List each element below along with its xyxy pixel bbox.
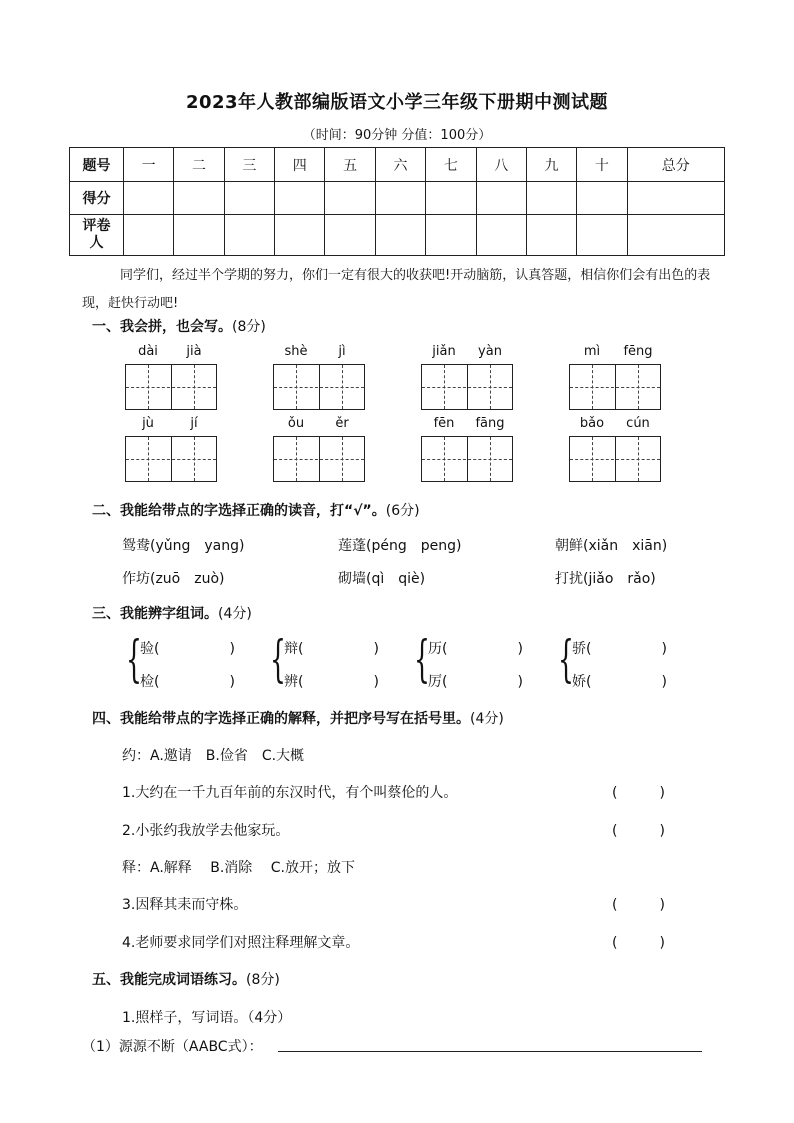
section-2-points: (6分) xyxy=(385,503,420,519)
grid-guide-h xyxy=(422,387,512,388)
pinyin-syllable-2: fāng xyxy=(475,416,505,431)
char-label: 厉( xyxy=(428,674,448,690)
pronunciation-item-6[interactable]: 打扰(jiǎo rǎo) xyxy=(555,571,656,587)
grid-guide-h xyxy=(422,459,512,460)
grid-guide-v xyxy=(342,365,343,409)
grid-guide-v xyxy=(490,365,491,409)
brace-icon: { xyxy=(270,630,286,688)
pronunciation-item-3[interactable]: 朝鲜(xiǎn xiān) xyxy=(555,538,668,554)
writing-grid[interactable] xyxy=(125,436,217,482)
pronunciation-item-5[interactable]: 砌墙(qì qiè) xyxy=(338,571,426,587)
grid-guide-v xyxy=(296,437,297,481)
grid-guide-v xyxy=(342,437,343,481)
pronunciation-item-4[interactable]: 作坊(zuō zuò) xyxy=(122,571,225,587)
score-cell[interactable] xyxy=(627,182,724,215)
word-group-4-a[interactable] xyxy=(572,638,667,658)
char-label: 检( xyxy=(140,674,160,690)
score-cell[interactable] xyxy=(224,182,274,215)
word-group-2-b[interactable] xyxy=(284,671,379,691)
word-group-1-b[interactable] xyxy=(140,671,235,691)
sub-question-1: 1.照样子，写词语。（4分） xyxy=(122,1010,292,1026)
close-paren: ) xyxy=(517,641,523,657)
intro-text: 同学们，经过半个学期的努力，你们一定有很大的收获吧!开动脑筋，认真答题，相信你们会有出色的表现，赶快行动吧! xyxy=(82,268,711,311)
writing-grid[interactable] xyxy=(421,364,513,410)
writing-grid[interactable] xyxy=(569,436,661,482)
definition-shi: 释：A.解释 B.消除 C.放开；放下 xyxy=(122,860,355,876)
pinyin-syllable-2: jì xyxy=(338,344,346,359)
grid-guide-h xyxy=(274,387,364,388)
section-2-title: 二、我能给带点的字选择正确的读音，打“√”。 xyxy=(92,503,386,519)
col-total: 总分 xyxy=(627,148,724,182)
pinyin-syllable-1: jù xyxy=(142,416,154,431)
close-paren: ) xyxy=(661,674,667,690)
score-table xyxy=(69,147,725,256)
pinyin-syllable-1: jiǎn xyxy=(432,344,456,359)
word-group-2-a[interactable] xyxy=(284,638,379,658)
char-label: 骄( xyxy=(572,641,592,657)
answer-paren-3[interactable]: ( ) xyxy=(612,897,665,913)
score-cell[interactable] xyxy=(174,182,224,215)
section-5-heading xyxy=(92,969,280,989)
close-paren: ) xyxy=(373,674,379,690)
pinyin-syllable-2: ěr xyxy=(335,416,349,431)
row-label-grader: 评卷人 xyxy=(70,215,124,256)
col-10: 十 xyxy=(577,148,627,182)
pinyin-syllable-1: mì xyxy=(583,344,601,359)
section-4-title: 四、我能给带点的字选择正确的解释，并把序号写在括号里。 xyxy=(92,711,470,727)
grid-guide-v xyxy=(194,437,195,481)
section-4-heading xyxy=(92,708,504,728)
pinyin-syllable-1: ǒu xyxy=(287,416,305,431)
col-6: 六 xyxy=(375,148,425,182)
char-label: 验( xyxy=(140,641,160,657)
grader-cell[interactable] xyxy=(526,215,576,256)
section-5-title: 五、我能完成词语练习。 xyxy=(92,972,246,988)
writing-grid[interactable] xyxy=(421,436,513,482)
writing-grid[interactable] xyxy=(125,364,217,410)
score-cell[interactable] xyxy=(476,182,526,215)
char-label: 辨( xyxy=(284,674,304,690)
brace-icon: { xyxy=(414,630,430,688)
pronunciation-item-1[interactable]: 鸳鸯(yǔng yang) xyxy=(122,538,245,554)
answer-paren-2[interactable]: ( ) xyxy=(612,823,665,839)
grid-guide-h xyxy=(274,459,364,460)
word-group-1 xyxy=(126,630,266,690)
section-3-title: 三、我能辨字组词。 xyxy=(92,606,218,622)
pinyin-label xyxy=(125,344,217,362)
word-group-3 xyxy=(414,630,554,690)
grader-cell[interactable] xyxy=(124,215,174,256)
writing-grid[interactable] xyxy=(569,364,661,410)
grader-cell[interactable] xyxy=(476,215,526,256)
brace-icon: { xyxy=(558,630,574,688)
pinyin-label xyxy=(273,344,365,362)
question-2: 2.小张约我放学去他家玩。 xyxy=(122,823,290,839)
grid-guide-v xyxy=(194,365,195,409)
writing-grid[interactable] xyxy=(273,436,365,482)
grid-guide-v xyxy=(296,365,297,409)
grid-guide-h xyxy=(570,387,660,388)
grid-guide-v xyxy=(444,437,445,481)
grader-cell[interactable] xyxy=(627,215,724,256)
grid-guide-v xyxy=(638,365,639,409)
section-1-heading xyxy=(92,316,266,336)
word-group-4 xyxy=(558,630,698,690)
score-cell[interactable] xyxy=(275,182,325,215)
pinyin-label xyxy=(125,416,217,434)
close-paren: ) xyxy=(229,641,235,657)
grid-guide-v xyxy=(592,365,593,409)
score-table-row-number xyxy=(70,148,725,182)
grid-guide-v xyxy=(592,437,593,481)
pronunciation-item-2[interactable]: 莲蓬(péng peng) xyxy=(338,538,462,554)
writing-grid[interactable] xyxy=(273,364,365,410)
grader-cell[interactable] xyxy=(325,215,375,256)
question-4: 4.老师要求同学们对照注释理解文章。 xyxy=(122,935,360,951)
word-group-1-a[interactable] xyxy=(140,638,235,658)
grader-cell[interactable] xyxy=(577,215,627,256)
grader-cell[interactable] xyxy=(375,215,425,256)
section-2-heading xyxy=(92,500,420,520)
question-3: 3.因释其耒而守株。 xyxy=(122,897,248,913)
close-paren: ) xyxy=(661,641,667,657)
close-paren: ) xyxy=(373,641,379,657)
grader-cell[interactable] xyxy=(275,215,325,256)
section-5-points: (8分) xyxy=(246,972,280,988)
pinyin-label xyxy=(569,416,661,434)
pinyin-label xyxy=(569,344,661,362)
pinyin-label xyxy=(421,416,513,434)
close-paren: ) xyxy=(517,674,523,690)
section-1-title: 一、我会拼，也会写。 xyxy=(92,319,232,335)
char-label: 历( xyxy=(428,641,448,657)
word-group-2 xyxy=(270,630,410,690)
pinyin-syllable-2: jià xyxy=(186,344,202,359)
answer-paren-1[interactable]: ( ) xyxy=(612,785,665,801)
close-paren: ) xyxy=(229,674,235,690)
section-3-points: (4分) xyxy=(218,606,252,622)
grid-guide-h xyxy=(570,459,660,460)
pinyin-syllable-2: fēng xyxy=(623,344,653,359)
score-cell[interactable] xyxy=(375,182,425,215)
grid-guide-v xyxy=(490,437,491,481)
grader-cell[interactable] xyxy=(426,215,476,256)
grid-guide-h xyxy=(126,459,216,460)
col-8: 八 xyxy=(476,148,526,182)
pinyin-syllable-1: bǎo xyxy=(579,416,605,431)
question-1: 1.大约在一千九百年前的东汉时代，有个叫蔡伦的人。 xyxy=(122,785,458,801)
pinyin-syllable-1: shè xyxy=(284,344,308,359)
char-label: 娇( xyxy=(572,674,592,690)
grader-cell[interactable] xyxy=(224,215,274,256)
score-table-row-score xyxy=(70,182,725,215)
col-4: 四 xyxy=(275,148,325,182)
grid-guide-h xyxy=(126,387,216,388)
pinyin-syllable-2: yàn xyxy=(478,344,502,359)
col-5: 五 xyxy=(325,148,375,182)
col-1: 一 xyxy=(124,148,174,182)
word-group-4-b[interactable] xyxy=(572,671,667,691)
row-label-number: 题号 xyxy=(70,148,124,182)
answer-paren-4[interactable]: ( ) xyxy=(612,935,665,951)
pinyin-syllable-1: dài xyxy=(138,344,158,359)
section-3-heading xyxy=(92,603,252,623)
score-cell[interactable] xyxy=(577,182,627,215)
col-7: 七 xyxy=(426,148,476,182)
pinyin-label xyxy=(273,416,365,434)
page-title: 2023年人教部编版语文小学三年级下册期中测试题 xyxy=(185,92,609,113)
grid-guide-v xyxy=(444,365,445,409)
sub-question-1-part-1: （1）源源不断（AABC式）： xyxy=(82,1039,263,1055)
col-3: 三 xyxy=(224,148,274,182)
section-1-points: (8分) xyxy=(232,319,266,335)
brace-icon: { xyxy=(126,630,142,688)
grid-guide-v xyxy=(148,437,149,481)
pinyin-syllable-2: cún xyxy=(626,416,650,431)
grid-guide-v xyxy=(638,437,639,481)
char-label: 辩( xyxy=(284,641,304,657)
definition-yue: 约：A.邀请 B.俭省 C.大概 xyxy=(122,748,305,764)
score-cell[interactable] xyxy=(325,182,375,215)
score-cell[interactable] xyxy=(426,182,476,215)
grader-cell[interactable] xyxy=(174,215,224,256)
pinyin-label xyxy=(421,344,513,362)
grid-guide-v xyxy=(148,365,149,409)
word-group-3-b[interactable] xyxy=(428,671,523,691)
pinyin-syllable-1: fēn xyxy=(433,416,455,431)
score-cell[interactable] xyxy=(124,182,174,215)
exam-time-score: （时间：90分钟 分值：100分） xyxy=(302,128,492,143)
pinyin-syllable-2: jí xyxy=(190,416,198,431)
section-4-points: (4分) xyxy=(470,711,504,727)
col-9: 九 xyxy=(526,148,576,182)
col-2: 二 xyxy=(174,148,224,182)
row-label-score: 得分 xyxy=(70,182,124,215)
score-cell[interactable] xyxy=(526,182,576,215)
score-table-row-grader xyxy=(70,215,725,256)
word-group-3-a[interactable] xyxy=(428,638,523,658)
answer-line[interactable] xyxy=(278,1051,702,1052)
